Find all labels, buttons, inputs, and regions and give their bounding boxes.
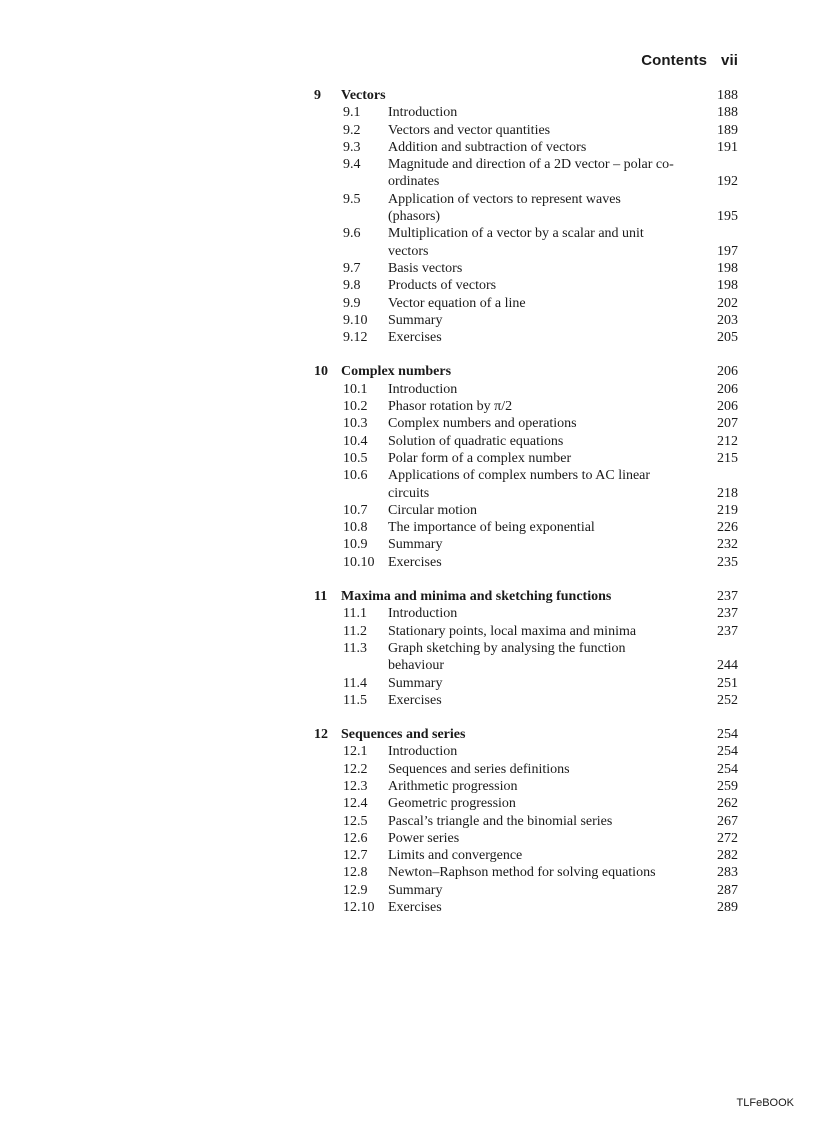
section-title: Limits and convergence	[388, 848, 523, 864]
section-page-number: 189	[717, 122, 738, 138]
section-title: Exercises	[388, 900, 442, 916]
section-row	[314, 554, 738, 571]
section-page-number: 219	[717, 502, 738, 518]
section-number: 10.1	[343, 381, 368, 397]
chapter-page-number: 188	[717, 88, 738, 103]
section-page-number: 198	[717, 260, 738, 276]
section-page-number: 235	[717, 554, 738, 570]
section-page-number: 215	[717, 450, 738, 466]
section-row	[314, 260, 738, 277]
section-row	[314, 295, 738, 312]
section-page-number: 191	[717, 139, 738, 155]
section-row	[314, 225, 738, 260]
footer-watermark: TLFeBOOK	[736, 1097, 794, 1109]
chapter-title: Complex numbers	[341, 364, 452, 380]
section-page-number: 188	[717, 105, 738, 121]
section-number: 9.3	[343, 139, 361, 155]
chapter-block	[314, 363, 738, 571]
section-number: 9.6	[343, 226, 361, 242]
section-title: Summary	[388, 882, 443, 898]
section-title: Stationary points, local maxima and minima	[388, 623, 637, 639]
section-title: Power series	[388, 830, 460, 846]
section-page-number: 192	[717, 174, 738, 190]
table-of-contents	[314, 87, 738, 933]
section-title: Multiplication of a vector by a scalar and unit vectors	[388, 226, 644, 259]
chapter-number: 11	[314, 589, 328, 605]
section-row	[314, 104, 738, 121]
section-title: Introduction	[388, 381, 458, 397]
running-head-page-number: vii	[721, 52, 738, 69]
section-page-number: 218	[717, 485, 738, 501]
section-page-number: 259	[717, 778, 738, 794]
section-title: Newton–Raphson method for solving equations	[388, 865, 656, 881]
chapter-row	[314, 363, 738, 380]
section-number: 12.10	[343, 900, 375, 916]
section-page-number: 244	[717, 658, 738, 674]
section-page-number: 205	[717, 330, 738, 346]
section-title: Products of vectors	[388, 278, 497, 294]
section-number: 12.1	[343, 744, 368, 760]
section-row	[314, 312, 738, 329]
section-title: Summary	[388, 537, 443, 553]
section-number: 12.9	[343, 882, 368, 898]
section-row	[314, 778, 738, 795]
chapter-block	[314, 726, 738, 916]
section-title: Addition and subtraction of vectors	[388, 139, 587, 155]
section-page-number: 202	[717, 295, 738, 311]
section-page-number: 206	[717, 399, 738, 415]
section-row	[314, 502, 738, 519]
section-row	[314, 623, 738, 640]
section-number: 9.1	[343, 105, 361, 121]
section-page-number: 195	[717, 209, 738, 225]
section-title: Polar form of a complex number	[388, 450, 572, 466]
section-page-number: 207	[717, 416, 738, 432]
section-row	[314, 847, 738, 864]
section-title: Circular motion	[388, 502, 478, 518]
section-title: Exercises	[388, 692, 442, 708]
section-page-number: 251	[717, 675, 738, 691]
section-row	[314, 692, 738, 709]
section-page-number: 212	[717, 433, 738, 449]
section-number: 10.4	[343, 433, 368, 449]
chapter-number: 12	[314, 727, 328, 743]
section-row	[314, 640, 738, 675]
section-number: 10.2	[343, 399, 368, 415]
section-number: 12.5	[343, 813, 368, 829]
section-row	[314, 795, 738, 812]
section-title: Exercises	[388, 330, 442, 346]
chapter-page-number: 237	[717, 589, 738, 605]
section-number: 11.5	[343, 692, 367, 708]
section-title: Phasor rotation by π/2	[388, 399, 513, 415]
section-number: 11.1	[343, 606, 367, 622]
section-row	[314, 329, 738, 346]
chapter-title: Vectors	[341, 88, 386, 103]
section-page-number: 254	[717, 744, 738, 760]
section-number: 10.10	[343, 554, 375, 570]
section-number: 10.7	[343, 502, 368, 518]
section-row	[314, 882, 738, 899]
section-row	[314, 761, 738, 778]
section-row	[314, 536, 738, 553]
section-number: 9.10	[343, 312, 368, 328]
section-title: Graph sketching by analysing the function behaviour	[388, 640, 626, 674]
section-title: Introduction	[388, 105, 458, 121]
section-title: Application of vectors to represent waves (phasors)	[388, 191, 621, 225]
section-number: 9.5	[343, 191, 361, 207]
section-page-number: 282	[717, 848, 738, 864]
section-number: 10.9	[343, 537, 368, 553]
section-title: Geometric progression	[388, 796, 516, 812]
chapter-row	[314, 726, 738, 743]
section-number: 12.2	[343, 761, 368, 777]
section-title: Introduction	[388, 606, 458, 622]
section-number: 11.2	[343, 623, 367, 639]
section-title: Magnitude and direction of a 2D vector – polar co-ordinates	[388, 157, 674, 190]
section-number: 12.3	[343, 778, 368, 794]
section-page-number: 203	[717, 312, 738, 328]
section-number: 9.7	[343, 260, 361, 276]
chapter-block	[314, 588, 738, 709]
section-row	[314, 122, 738, 139]
section-number: 12.6	[343, 830, 368, 846]
section-title: Summary	[388, 675, 443, 691]
section-row	[314, 277, 738, 294]
chapter-page-number: 206	[717, 364, 738, 380]
section-row	[314, 156, 738, 191]
section-page-number: 237	[717, 623, 738, 639]
chapter-page-number: 254	[717, 727, 738, 743]
section-row	[314, 467, 738, 502]
chapter-row	[314, 87, 738, 104]
section-page-number: 232	[717, 537, 738, 553]
section-page-number: 254	[717, 761, 738, 777]
section-title: Applications of complex numbers to AC linear circuits	[388, 468, 651, 501]
section-row	[314, 433, 738, 450]
section-title: Summary	[388, 312, 443, 328]
section-number: 9.2	[343, 122, 361, 138]
section-number: 9.4	[343, 157, 361, 173]
section-row	[314, 743, 738, 760]
section-row	[314, 675, 738, 692]
section-number: 12.8	[343, 865, 368, 881]
section-page-number: 267	[717, 813, 738, 829]
section-title: Arithmetic progression	[388, 778, 518, 794]
section-title: The importance of being exponential	[388, 520, 595, 536]
section-title: Exercises	[388, 554, 442, 570]
section-row	[314, 191, 738, 226]
section-number: 10.6	[343, 468, 368, 484]
section-title: Vector equation of a line	[388, 295, 526, 311]
chapter-row	[314, 588, 738, 605]
section-title: Basis vectors	[388, 260, 463, 276]
chapter-title: Maxima and minima and sketching functions	[341, 589, 612, 605]
section-title: Sequences and series definitions	[388, 761, 570, 777]
section-row	[314, 605, 738, 622]
section-page-number: 289	[717, 900, 738, 916]
section-number: 11.4	[343, 675, 367, 691]
section-page-number: 226	[717, 520, 738, 536]
section-page-number: 197	[717, 243, 738, 259]
chapter-number: 9	[314, 88, 321, 103]
section-row	[314, 415, 738, 432]
running-head-title: Contents	[641, 52, 708, 69]
section-row	[314, 899, 738, 916]
section-row	[314, 381, 738, 398]
section-page-number: 237	[717, 606, 738, 622]
section-page-number: 287	[717, 882, 738, 898]
section-page-number: 283	[717, 865, 738, 881]
section-number: 12.4	[343, 796, 368, 812]
section-row	[314, 450, 738, 467]
section-title: Pascal’s triangle and the binomial series	[388, 813, 613, 829]
chapter-title: Sequences and series	[341, 727, 466, 743]
section-row	[314, 813, 738, 830]
section-title: Introduction	[388, 744, 458, 760]
section-page-number: 272	[717, 830, 738, 846]
running-head	[641, 52, 738, 69]
section-number: 10.8	[343, 520, 368, 536]
section-row	[314, 519, 738, 536]
section-page-number: 206	[717, 381, 738, 397]
section-page-number: 262	[717, 796, 738, 812]
section-row	[314, 139, 738, 156]
chapter-number: 10	[314, 364, 328, 380]
section-number: 11.3	[343, 640, 367, 656]
section-row	[314, 864, 738, 881]
chapter-block	[314, 87, 738, 346]
section-number: 10.3	[343, 416, 368, 432]
section-row	[314, 830, 738, 847]
section-number: 9.12	[343, 330, 368, 346]
section-number: 9.8	[343, 278, 361, 294]
section-page-number: 198	[717, 278, 738, 294]
section-title: Solution of quadratic equations	[388, 433, 564, 449]
section-title: Complex numbers and operations	[388, 416, 577, 432]
section-number: 9.9	[343, 295, 361, 311]
section-title: Vectors and vector quantities	[388, 122, 551, 138]
section-number: 10.5	[343, 450, 368, 466]
section-number: 12.7	[343, 848, 368, 864]
section-page-number: 252	[717, 692, 738, 708]
section-row	[314, 398, 738, 415]
